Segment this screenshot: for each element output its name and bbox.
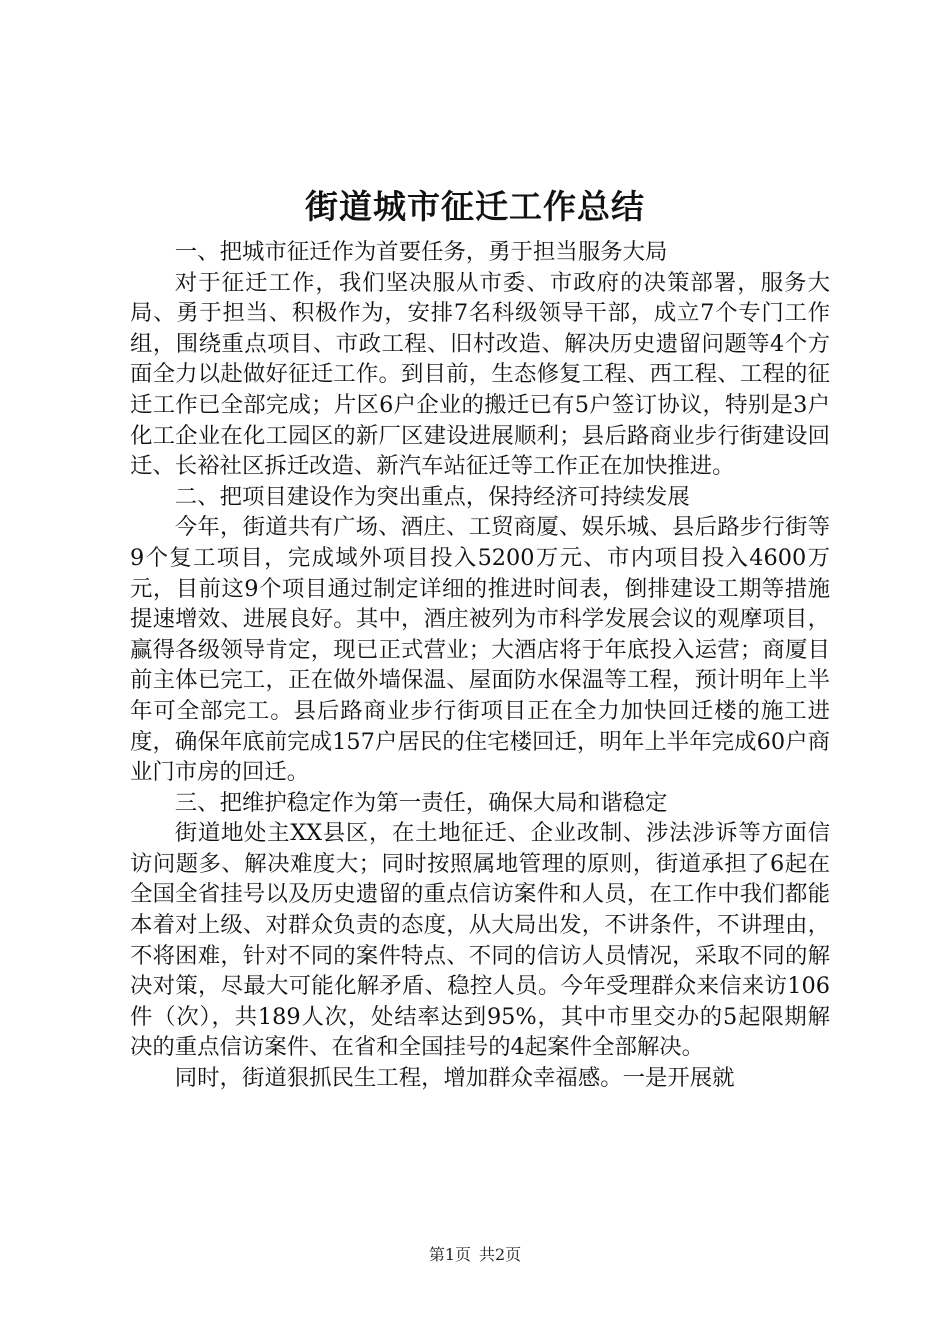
section-heading-1: 一、把城市征迁作为首要任务，勇于担当服务大局 [174,239,668,265]
section-heading-2: 二、把项目建设作为突出重点，保持经济可持续发展 [174,483,690,510]
paragraph-4: 同时，街道狠抓民生工程，增加群众幸福感。一是开展就 [174,1065,735,1092]
document-body [130,237,830,1094]
document-title: 街道城市征迁工作总结 [305,187,645,226]
paragraph-3: 街道地处主XX县区，在土地征迁、企业改制、涉法涉诉等方面信访问题多、解决难度大；同时按照属地管理的原则，街道承担了6起在全国全省挂号以及历史遗留的重点信访案件和人员，在工作中我们都能本着对上级、对群众负责的态度，从大局出发，不讲条件，不讲理由，不将困难，针对不同的案件特点、不同的信访人员情况，采取不同的解决对策，尽最大可能化解矛盾、稳控人员。今年受理群众来信来访106件（次），共189人次，处结率达到95%，其中市里交办的5起限期解决的重点信访案件、在省和全国挂号的4起案件全部解决。 [130,820,830,1061]
section-heading-3: 三、把维护稳定作为第一责任，确保大局和谐稳定 [174,789,668,816]
page-footer [0,1243,950,1267]
paragraph-1: 对于征迁工作，我们坚决服从市委、市政府的决策部署，服务大局、勇于担当、积极作为，安排7名科级领导干部，成立7个专门工作组，围绕重点项目、市政工程、旧村改造、解决历史遗留问题等4个方面全力以赴做好征迁工作。到目前，生态修复工程、西工程、工程的征迁工作已全部完成；片区6户企业的搬迁已有5户签订协议，特别是3户化工企业在化工园区的新厂区建设进展顺利；县后路商业步行街建设回迁、长裕社区拆迁改造、新汽车站征迁等工作正在加快推进。 [130,269,830,480]
page-total: 共2页 [479,1245,522,1264]
paragraph-2: 今年，街道共有广场、酒庄、工贸商厦、娱乐城、县后路步行街等9个复工项目，完成域外项目投入5200万元、市内项目投入4600万元，目前这9个项目通过制定详细的推进时间表，倒排建设工期等措施提速增效、进展良好。其中，酒庄被列为市科学发展会议的观摩项目，赢得各级领导肯定，现已正式营业；大酒店将于年底投入运营；商厦目前主体已完工，正在做外墙保温、屋面防水保温等工程，预计明年上半年可全部完工。县后路商业步行街项目正在全力加快回迁楼的施工进度，确保年底前完成157户居民的住宅楼回迁，明年上半年完成60户商业门市房的回迁。 [130,514,830,786]
page-number: 第1页 [428,1245,471,1264]
